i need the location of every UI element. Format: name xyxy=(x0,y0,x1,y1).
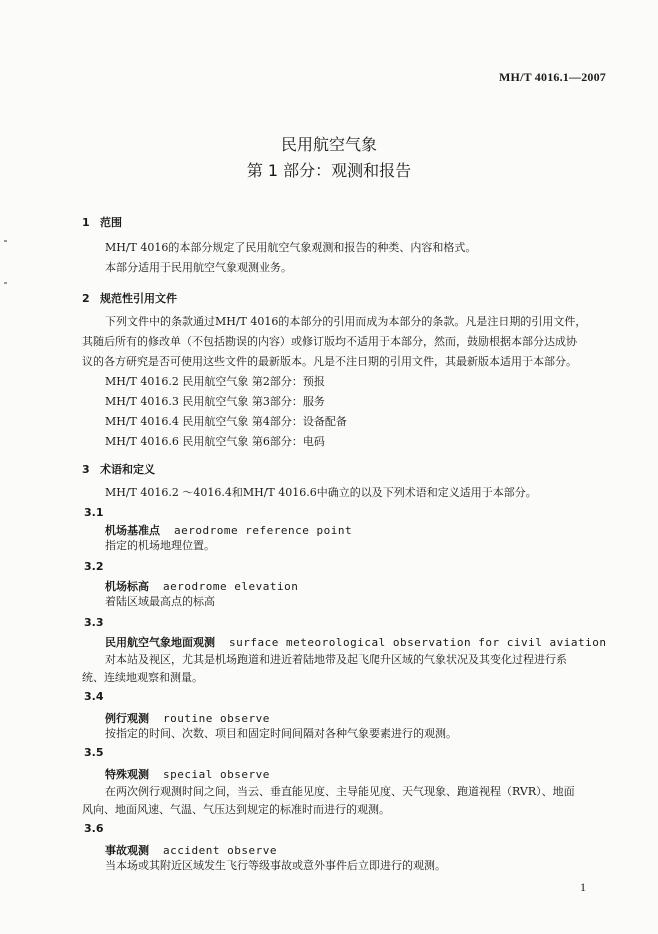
clause-number: 3.2 xyxy=(84,560,104,573)
term-chinese: 民用航空气象地面观测 xyxy=(105,636,215,649)
term-definition: 对本站及视区，尤其是机场跑道和进近着陆地带及起飞爬升区域的气象状况及其变化过程进行系 xyxy=(105,653,567,666)
clause-number: 3.1 xyxy=(84,506,104,519)
term-chinese: 机场基准点 xyxy=(105,524,160,537)
term-chinese: 事故观测 xyxy=(105,844,149,857)
term-chinese: 例行观测 xyxy=(105,712,149,725)
title-main: 民用航空气象 xyxy=(280,135,377,154)
section-1-para-2: 本部分适用于民用航空气象观测业务。 xyxy=(105,261,292,274)
term-english: accident observe xyxy=(163,844,277,857)
scan-mark xyxy=(4,240,7,242)
reference-item: MH/T 4016.4 民用航空气象 第4部分：设备配备 xyxy=(105,415,347,428)
reference-item: MH/T 4016.3 民用航空气象 第3部分：服务 xyxy=(105,395,325,408)
scan-mark xyxy=(4,282,7,284)
term-definition: 着陆区域最高点的标高 xyxy=(105,595,215,608)
term-definition: 在两次例行观测时间之间，当云、垂直能见度、主导能见度、天气现象、跑道视程（RVR）、地面 xyxy=(105,785,575,798)
term-definition: 按指定的时间、次数、项目和固定时间间隔对各种气象要素进行的观测。 xyxy=(105,727,457,740)
reference-item: MH/T 4016.2 民用航空气象 第2部分：预报 xyxy=(105,375,325,388)
term-entry xyxy=(105,634,607,650)
clause-number: 3.6 xyxy=(84,822,104,835)
term-entry xyxy=(105,766,270,782)
term-english: aerodrome elevation xyxy=(163,580,299,593)
page-number: 1 xyxy=(580,880,586,894)
reference-item: MH/T 4016.6 民用航空气象 第6部分：电码 xyxy=(105,435,325,448)
document-code: MH/T 4016.1—2007 xyxy=(499,70,606,84)
term-definition: 指定的机场地理位置。 xyxy=(105,539,215,552)
term-definition: 当本场或其附近区域发生飞行等级事故或意外事件后立即进行的观测。 xyxy=(105,859,446,872)
term-english: aerodrome reference point xyxy=(174,524,353,537)
term-english: surface meteorological observation for civil aviation xyxy=(229,636,607,649)
section-2-line-1: 下列文件中的条款通过MH/T 4016的本部分的引用而成为本部分的条款。凡是注日期的引用文件， xyxy=(105,315,587,328)
term-chinese: 机场标高 xyxy=(105,580,149,593)
section-1-para-1: MH/T 4016的本部分规定了民用航空气象观测和报告的种类、内容和格式。 xyxy=(105,241,477,254)
term-english: special observe xyxy=(163,768,270,781)
section-3-heading: 3 术语和定义 xyxy=(82,463,155,476)
term-definition-cont: 风向、地面风速、气温、气压达到规定的标准时而进行的观测。 xyxy=(82,803,390,816)
term-english: routine observe xyxy=(163,712,270,725)
section-3-intro: MH/T 4016.2 ～4016.4和MH/T 4016.6中确立的以及下列术语和定义适用于本部分。 xyxy=(105,486,537,499)
term-chinese: 特殊观测 xyxy=(105,768,149,781)
section-2-line-2: 其随后所有的修改单（不包括勘误的内容）或修订版均不适用于本部分，然而，鼓励根据本部分达成协 xyxy=(82,335,577,348)
term-definition-cont: 统、连续地观察和测量。 xyxy=(82,671,203,684)
section-2-line-3: 议的各方研究是否可使用这些文件的最新版本。凡是不注日期的引用文件，其最新版本适用于本部分。 xyxy=(82,355,577,368)
clause-number: 3.3 xyxy=(84,616,104,629)
section-2-heading: 2 规范性引用文件 xyxy=(82,292,177,305)
title-sub: 第 1 部分：观测和报告 xyxy=(246,161,412,180)
clause-number: 3.4 xyxy=(84,690,104,703)
clause-number: 3.5 xyxy=(84,746,104,759)
section-1-heading: 1 范围 xyxy=(82,216,122,229)
